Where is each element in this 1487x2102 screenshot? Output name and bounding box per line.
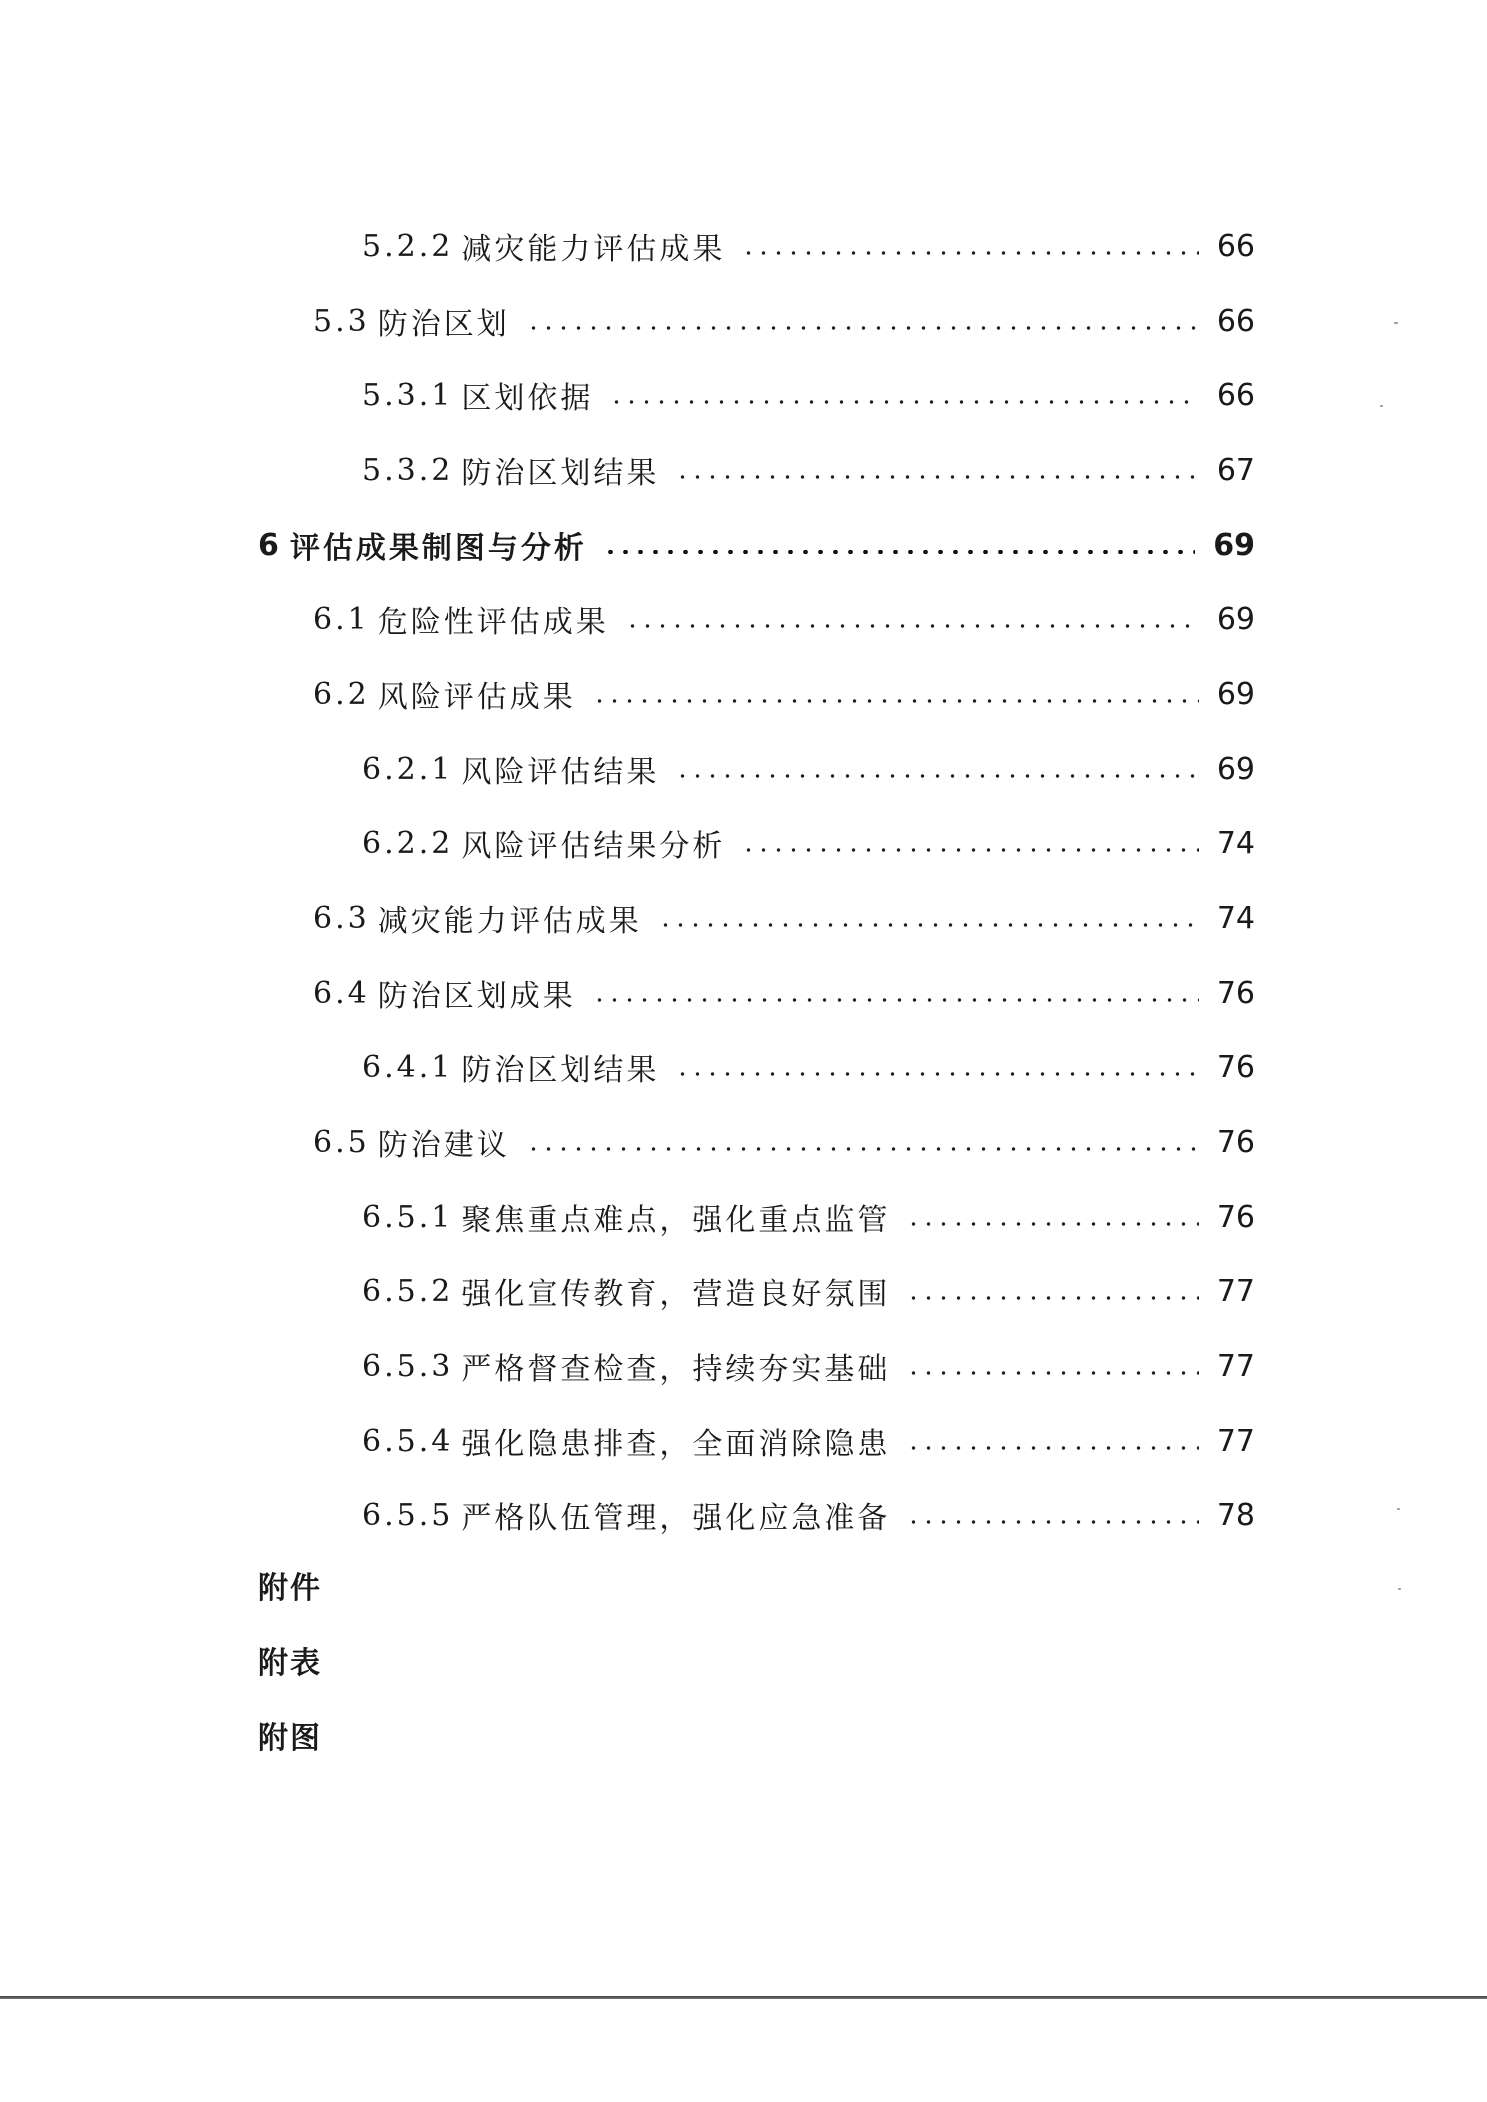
toc-entry[interactable] [362,1042,1255,1092]
toc-entry[interactable] [313,296,1255,346]
toc-entry-title: 防治区划 [377,307,510,342]
toc-dot-leader [675,774,1198,778]
toc-dot-leader [625,624,1199,628]
toc-dot-leader [609,400,1198,404]
toc-dot-leader [906,1222,1198,1226]
toc-entry-page: 69 [1216,601,1255,637]
toc-dot-leader [592,998,1199,1002]
toc-entry-page: 69 [1216,676,1255,712]
toc-entry-title: 严格队伍管理，强化应急准备 [461,1501,891,1536]
toc-entry-number: 5.3.1 [362,377,454,413]
toc-entry-number: 6.5.5 [362,1497,454,1533]
toc-entry-page: 78 [1216,1497,1255,1533]
toc-entry-page: 66 [1216,228,1255,264]
toc-entry-page: 69 [1216,751,1255,787]
toc-entry-number: 6.4 [313,975,370,1011]
toc-dot-leader [906,1520,1198,1524]
appendix-tables[interactable]: 附表 [258,1646,322,1681]
toc-entry[interactable] [313,968,1255,1018]
toc-entry-number: 6.2.2 [362,825,454,861]
toc-entry-chapter[interactable] [258,520,1255,570]
toc-dot-leader [526,326,1199,330]
toc-entry-title: 防治建议 [377,1128,510,1163]
appendix-figures[interactable]: 附图 [258,1721,322,1756]
toc-dot-leader [592,699,1199,703]
scan-speck [1397,1508,1400,1510]
toc-entry-title: 聚焦重点难点，强化重点监管 [461,1203,891,1238]
toc-dot-leader [658,923,1199,927]
toc-entry-page: 77 [1216,1423,1255,1459]
toc-entry[interactable] [362,1192,1255,1242]
toc-entry-number: 5.3 [313,303,370,339]
toc-dot-leader [675,1072,1198,1076]
toc-entry-page: 76 [1216,1124,1255,1160]
toc-entry-number: 6.3 [313,900,370,936]
toc-entry-title: 减灾能力评估成果 [461,232,726,267]
toc-entry-page: 74 [1216,900,1255,936]
toc-entry-title: 评估成果制图与分析 [289,531,587,566]
toc-entry-title: 强化宣传教育，营造良好氛围 [461,1277,891,1312]
toc-entry[interactable] [362,744,1255,794]
toc-entry[interactable] [362,221,1255,271]
toc-dot-leader [603,550,1195,554]
toc-entry-title: 防治区划结果 [461,456,660,491]
toc-entry-page: 67 [1216,452,1255,488]
toc-entry-number: 6.5.3 [362,1348,454,1384]
toc-entry-page: 76 [1216,1199,1255,1235]
toc-entry-page: 76 [1216,1049,1255,1085]
toc-entry-page: 69 [1213,527,1255,563]
toc-entry[interactable] [313,669,1255,719]
toc-entry-title: 风险评估结果分析 [461,829,726,864]
toc-entry-page: 77 [1216,1348,1255,1384]
toc-entry-number: 6.5.4 [362,1423,454,1459]
toc-entry-number: 6.4.1 [362,1049,454,1085]
toc-entry[interactable] [362,1416,1255,1466]
toc-dot-leader [526,1147,1199,1151]
toc-entry-number: 6.5 [313,1124,370,1160]
toc-entry-title: 严格督查检查，持续夯实基础 [461,1352,891,1387]
toc-entry[interactable] [313,893,1255,943]
toc-entry-page: 66 [1216,377,1255,413]
toc-entry[interactable] [313,594,1255,644]
toc-entry-number: 5.3.2 [362,452,454,488]
toc-dot-leader [906,1371,1198,1375]
toc-entry-number: 6.1 [313,601,370,637]
toc-entry-number: 6.2.1 [362,751,454,787]
toc-entry-page: 74 [1216,825,1255,861]
scan-speck [1394,322,1398,324]
toc-entry[interactable] [313,1117,1255,1167]
toc-entry[interactable] [362,1341,1255,1391]
toc-entry-number: 6.2 [313,676,370,712]
toc-entry-number: 6.5.2 [362,1273,454,1309]
toc-entry-number: 6 [258,527,282,563]
toc-entry-title: 风险评估结果 [461,755,660,790]
toc-entry[interactable] [362,1266,1255,1316]
appendix-attachments[interactable]: 附件 [258,1571,322,1606]
toc-entry[interactable] [362,370,1255,420]
toc-dot-leader [906,1296,1198,1300]
scan-speck [1380,405,1383,407]
toc-dot-leader [675,475,1198,479]
toc-dot-leader [906,1446,1198,1450]
scan-speck [1398,1588,1401,1590]
toc-entry-page: 77 [1216,1273,1255,1309]
toc-entry-number: 6.5.1 [362,1199,454,1235]
page-bottom-rule [0,1996,1487,1999]
toc-entry-title: 区划依据 [461,381,594,416]
toc-entry-number: 5.2.2 [362,228,454,264]
toc-entry-page: 66 [1216,303,1255,339]
toc-entry-title: 风险评估成果 [377,680,576,715]
toc-entry-title: 防治区划成果 [377,979,576,1014]
toc-entry-title: 防治区划结果 [461,1053,660,1088]
toc-entry[interactable] [362,445,1255,495]
toc-entry-page: 76 [1216,975,1255,1011]
toc-entry-title: 强化隐患排查，全面消除隐患 [461,1427,891,1462]
toc-dot-leader [741,848,1198,852]
toc-dot-leader [741,251,1198,255]
toc-entry-title: 危险性评估成果 [377,605,609,640]
toc-entry[interactable] [362,1490,1255,1540]
toc-entry-title: 减灾能力评估成果 [377,904,642,939]
toc-entry[interactable] [362,818,1255,868]
